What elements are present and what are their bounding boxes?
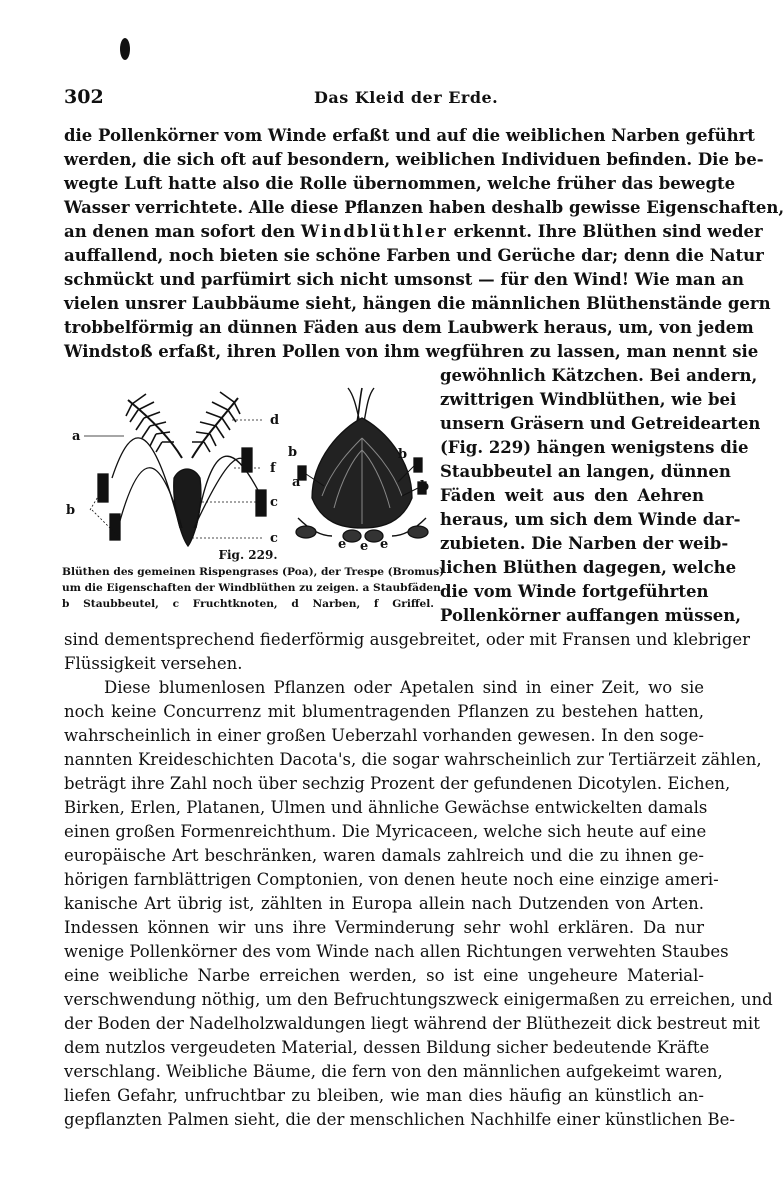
figure-caption-line: Blüthen des gemeinen Rispengrases (Poa), der Trespe (Bromus) [62, 566, 445, 578]
figure-caption-line: um die Eigenschaften der Windblüthen zu zeigen. a Staubfäden, [62, 582, 445, 594]
text-line: gepflanzten Palmen sieht, die der menschlichen Nachhilfe einer künstlichen Be- [64, 1110, 735, 1129]
text-line: verschwendung nöthig, um den Befruchtungszweck einigermaßen zu erreichen, und [64, 990, 773, 1009]
anther [110, 514, 120, 540]
text-line: sind dementsprechend fiederförmig ausgebreitet, oder mit Fransen und klebriger [64, 630, 750, 649]
text-line: dem nutzlos vergeudeten Material, dessen Bildung sicher bedeutende Kräfte [64, 1038, 710, 1057]
text-line: die Pollenkörner vom Winde erfaßt und auf die weiblichen Narben geführt [64, 126, 755, 145]
text-line: einen großen Formenreichthum. Die Myricaceen, welche sich heute auf eine [64, 822, 707, 841]
text-line: europäische Art beschränken, waren damals zahlreich und die zu ihnen ge- [64, 846, 704, 865]
bromus-flower [296, 388, 428, 542]
filament [118, 468, 182, 528]
figure-label-b: b [66, 503, 76, 518]
text-line: (Fig. 229) hängen wenigstens die [440, 438, 749, 457]
text-line: liefen Gefahr, unfruchtbar zu bleiben, wie man dies häufig an künstlich an- [64, 1086, 704, 1105]
text-line: hörigen farnblättrigen Comptonien, von denen heute noch eine einzige ameri- [64, 870, 719, 889]
figure-label-e: e [338, 537, 347, 552]
text-line: Diese blumenlosen Pflanzen oder Apetalen sind in einer Zeit, wo sie [104, 678, 704, 697]
text-line: Birken, Erlen, Platanen, Ulmen und ähnliche Gewächse entwickelten damals [64, 798, 708, 817]
figure-label-a: a [72, 429, 81, 444]
figure-label-a: a [292, 475, 301, 490]
text-line: zubieten. Die Narben der weib- [440, 534, 729, 553]
text-line: auffallend, noch bieten sie schöne Farben und Gerüche dar; denn die Natur [64, 246, 764, 265]
filament [194, 458, 248, 528]
figure-label-f: f [270, 461, 276, 476]
spaced-term: Windblüthler [300, 222, 448, 241]
text-line: lichen Blüthen dagegen, welche [440, 558, 737, 577]
text-line: schmückt und parfümirt sich nicht umsonst — für den Wind! Wie man an [64, 270, 745, 289]
text-line: trobbelförmig an dünnen Fäden aus dem Laubwerk heraus, um, von jedem [64, 318, 754, 337]
text-line [64, 220, 763, 244]
text-line: Staubbeutel an langen, dünnen [440, 462, 731, 481]
stigma-left [126, 394, 182, 458]
text-line: zwittrigen Windblüthen, wie bei [440, 390, 737, 409]
text-line: der Boden der Nadelholzwaldungen liegt während der Blüthezeit dick bestreut mit [64, 1014, 760, 1033]
stigma-right [192, 392, 240, 458]
text-line: Wasser verrichtete. Alle diese Pflanzen haben deshalb gewisse Eigenschaften, [64, 198, 784, 217]
figure-label-b: b [420, 479, 430, 494]
text-line: nannten Kreideschichten Dacota's, die sogar wahrscheinlich zur Tertiärzeit zählen, [64, 750, 762, 769]
text-line: Windstoß erfaßt, ihren Pollen von ihm wegführen zu lassen, man nennt sie [64, 342, 759, 361]
anther [98, 474, 108, 502]
text-line: verschlang. Weibliche Bäume, die fern von den männlichen aufgekeimt waren, [64, 1062, 723, 1081]
text-line: Flüssigkeit versehen. [64, 654, 243, 673]
text-line: Fäden weit aus den Aehren [440, 486, 704, 505]
text-line: eine weibliche Narbe erreichen werden, so ist eine ungeheure Material- [64, 966, 704, 985]
text-line: wenige Pollenkörner des vom Winde nach allen Richtungen verwehten Staubes [64, 942, 729, 961]
anther [256, 490, 266, 516]
text-line: kanische Art übrig ist, zählten in Europa allein nach Dutzenden von Arten. [64, 894, 704, 913]
text-line: wahrscheinlich in einer großen Ueberzahl vorhanden gewesen. In den soge- [64, 726, 704, 745]
running-title: Das Kleid der Erde. [314, 88, 499, 107]
figure-label-d: d [270, 413, 280, 428]
text-line: unsern Gräsern und Getreidearten [440, 414, 761, 433]
figure-229-illustration [62, 378, 434, 556]
text-run: erkennt. Ihre Blüthen sind weder [453, 222, 763, 241]
text-line: beträgt ihre Zahl noch über sechzig Prozent der gefundenen Dicotylen. Eichen, [64, 774, 731, 793]
text-line: heraus, um sich dem Winde dar- [440, 510, 741, 529]
figure-label-b: b [398, 447, 408, 462]
text-run: an denen man sofort den [64, 222, 296, 241]
page-number: 302 [64, 86, 104, 108]
figure-caption-line: b Staubbeutel, c Fruchtknoten, d Narben, f Griffel. [62, 598, 434, 610]
figure-label-c: c [270, 531, 278, 546]
ink-blot [120, 38, 130, 60]
figure-label-e: e [380, 537, 389, 552]
page-header [64, 86, 704, 114]
figure-number: Fig. 229. [218, 548, 278, 562]
figure-label-c: c [270, 495, 278, 510]
text-line: Pollenkörner auffangen müssen, [440, 606, 742, 625]
text-line: wegte Luft hatte also die Rolle übernommen, welche früher das bewegte [64, 174, 736, 193]
text-line: vielen unsrer Laubbäume sieht, hängen die männlichen Blüthenstände gern [64, 294, 771, 313]
figure-label-e: e [360, 539, 369, 554]
text-line: Indessen können wir uns ihre Verminderung sehr wohl erklären. Da nur [64, 918, 704, 937]
text-line: noch keine Concurrenz mit blumentragenden Pflanzen zu bestehen hatten, [64, 702, 704, 721]
ovary [174, 469, 201, 546]
figure-label-b: b [288, 445, 298, 460]
text-line: die vom Winde fortgeführten [440, 582, 709, 601]
text-line: gewöhnlich Kätzchen. Bei andern, [440, 366, 758, 385]
text-line: werden, die sich oft auf besondern, weiblichen Individuen befinden. Die be- [64, 150, 764, 169]
